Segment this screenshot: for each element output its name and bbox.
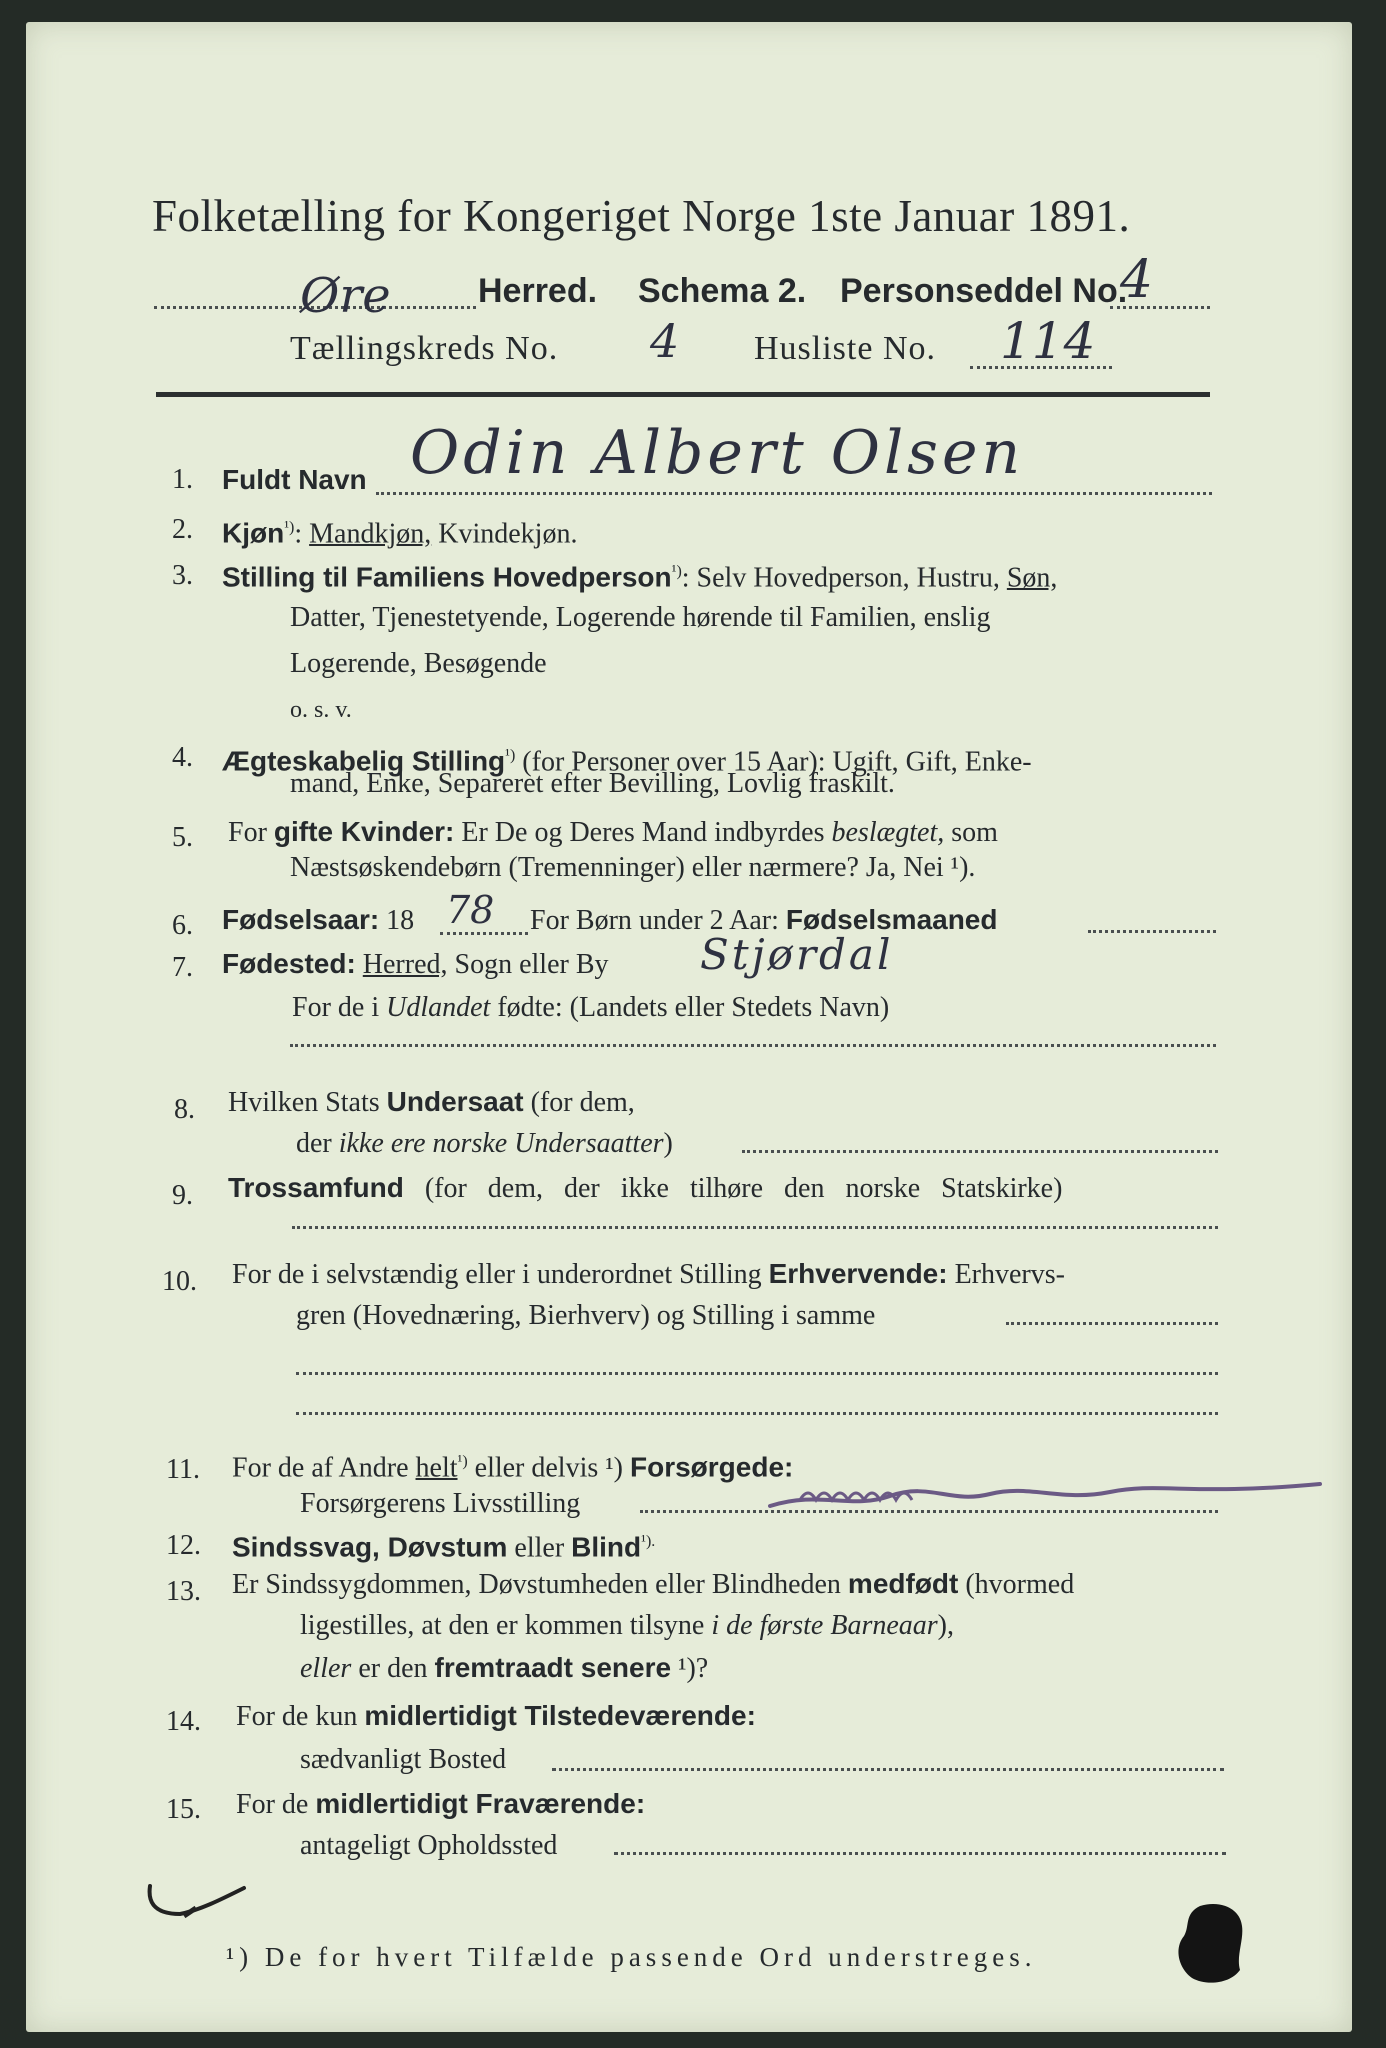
item-1-dotline (376, 492, 1212, 495)
schema-label: Schema 2. (638, 272, 807, 310)
item-7-line2: For de i Udlandet fødte: (Landets eller Stedets Navn) (292, 992, 890, 1023)
item-2-text: Kjøn$^{^1)}$: Mandkjøn, Kvindekjøn. (222, 517, 578, 550)
item-13-text: Er Sindssygdommen, Døvstumheden eller Blindheden medfødt (hvormed (232, 1568, 1075, 1600)
item-6-dotline (1088, 930, 1216, 933)
item-3-line3: Logerende, Besøgende (290, 648, 547, 679)
item-7-text: Fødested: Herred, Sogn eller By (222, 948, 609, 980)
item-10-dotline-2 (296, 1372, 1218, 1375)
item-4-num: 4. (172, 742, 193, 773)
husliste-value: 114 (1000, 312, 1096, 370)
item-11-line2: Forsørgerens Livsstilling (300, 1488, 581, 1519)
item-10-num: 10. (162, 1266, 197, 1297)
item-5-num: 5. (172, 822, 193, 853)
item-6-num: 6. (172, 910, 193, 941)
item-4-text: Ægteskabelig Stilling$^{^1)}$ (for Personer over 15 Aar): Ugift, Gift, Enke- (222, 745, 1032, 778)
item-10-dotline-1 (1006, 1322, 1218, 1325)
item-9-num: 9. (172, 1180, 193, 1211)
item-7-dotline (290, 1044, 1216, 1047)
personseddel-value: 4 (1120, 250, 1154, 310)
item-6-text2: For Børn under 2 Aar: Fødselsmaaned (530, 904, 998, 936)
item-8-dotline (742, 1150, 1218, 1153)
herred-label: Herred. (478, 272, 598, 310)
item-1-num: 1. (172, 464, 193, 495)
item-10-text: For de i selvstændig eller i underordnet Stilling Erhvervende: Erhvervs- (232, 1258, 1065, 1290)
item-5-line2: Næstsøskendebørn (Tremenninger) eller nærmere? Ja, Nei ¹). (290, 852, 976, 883)
item-10-dotline-3 (296, 1412, 1218, 1415)
item-8-text: Hvilken Stats Undersaat (for dem, (228, 1086, 635, 1118)
full-name-value: Odin Albert Olsen (410, 418, 1025, 488)
item-13-line2: ligestilles, at den er kommen tilsyne i de første Barneaar), (300, 1610, 954, 1641)
ink-blot (1170, 1900, 1260, 1990)
husliste-dotline (970, 366, 1112, 369)
item-6-text: Fødselsaar: 18 (222, 904, 415, 936)
gender-mandkjon: Mandkjøn, (309, 518, 432, 550)
husliste-label: Husliste No. (754, 330, 936, 367)
item-15-dotline (614, 1852, 1226, 1855)
item-14-num: 14. (166, 1706, 201, 1737)
kreds-label: Tællingskreds No. (290, 330, 559, 367)
provider-dash-scribble (760, 1460, 1330, 1520)
item-8-line2: der ikke ere norske Undersaatter) (296, 1128, 673, 1159)
item-1-label: Fuldt Navn (222, 464, 367, 495)
item-6-year-dotline (440, 932, 528, 935)
item-13-line3: eller er den fremtraadt senere ¹)? (300, 1652, 709, 1684)
footnote: ¹) De for hvert Tilfælde passende Ord understreges. (226, 1942, 1037, 1972)
item-10-line2: gren (Hovednæring, Bierhverv) og Stilling i samme (296, 1300, 876, 1331)
item-12-num: 12. (166, 1530, 201, 1561)
item-7-num: 7. (172, 952, 193, 983)
item-13-num: 13. (166, 1576, 201, 1607)
item-15-line2: antageligt Opholdssted (300, 1830, 558, 1861)
birthplace-value: Stjørdal (700, 930, 894, 979)
item-5-text: For gifte Kvinder: Er De og Deres Mand indbyrdes beslægtet, som (228, 816, 998, 848)
personseddel-dotline (1110, 306, 1210, 309)
item-4-line2: mand, Enke, Separeret efter Bevilling, Lovlig fraskilt. (290, 768, 895, 799)
item-11-text: For de af Andre helt$^{^1)}$ eller delvis ¹) Forsørgede: (232, 1451, 794, 1484)
item-9-dotline (292, 1226, 1218, 1229)
stilling-son: Søn, (1006, 562, 1058, 594)
birth-year-value: 78 (446, 888, 495, 932)
item-11-num: 11. (166, 1454, 200, 1485)
kreds-value: 4 (650, 314, 680, 368)
item-12-text: Sindssvag, Døvstum eller Blind$^{^1).}$ (232, 1531, 656, 1564)
item-3-line4: o. s. v. (290, 697, 352, 723)
item-3-num: 3. (172, 560, 193, 591)
item-15-num: 15. (166, 1794, 201, 1825)
item-14-text: For de kun midlertidigt Tilstedeværende: (236, 1700, 756, 1732)
item-2-num: 2. (172, 514, 193, 545)
herred-value: Øre (300, 268, 391, 324)
item-9-text: Trossamfund (for dem, der ikke tilhøre den norske Statskirke) (228, 1172, 1063, 1204)
personseddel-label: Personseddel No. (840, 272, 1128, 310)
header-rule (156, 392, 1210, 397)
item-15-text: For de midlertidigt Fraværende: (236, 1788, 646, 1820)
form-title: Folketælling for Kongeriget Norge 1ste Januar 1891. (152, 191, 1131, 241)
item-8-num: 8. (174, 1094, 195, 1125)
item-14-line2: sædvanligt Bosted (300, 1744, 507, 1775)
item-14-dotline (552, 1768, 1224, 1771)
item-3-text: Stilling til Familiens Hovedperson$^{^1)}$: Selv Hovedperson, Hustru, Søn, (222, 561, 1058, 594)
item-3-line2: Datter, Tjenestetyende, Logerende hørende til Familien, enslig (290, 602, 991, 633)
check-mark-icon (140, 1880, 250, 1930)
